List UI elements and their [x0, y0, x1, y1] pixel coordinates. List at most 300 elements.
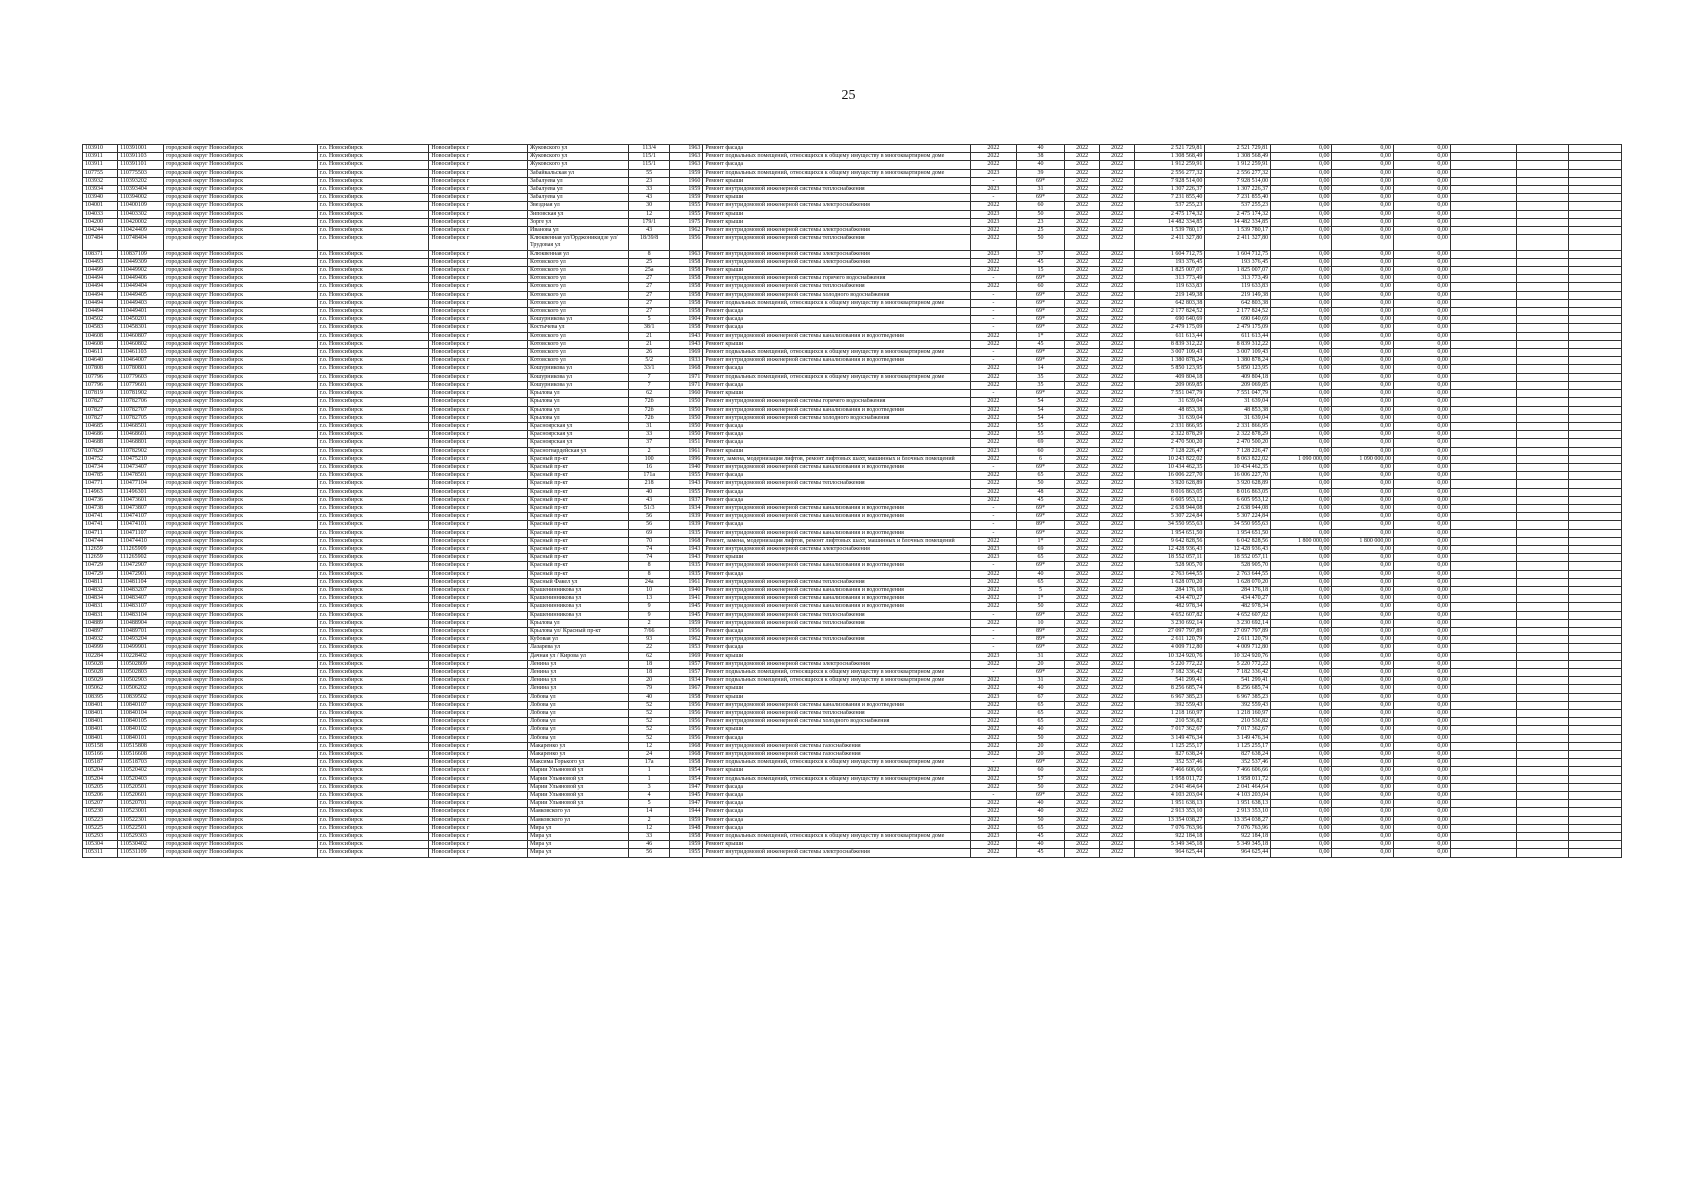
cell-municipal-district: г.о. Новосибирск [317, 644, 429, 652]
cell-empty [1450, 751, 1516, 759]
cell-wear-percent: 69* [1016, 308, 1064, 316]
cell-build-year: 1939 [670, 521, 703, 529]
cell-work-type: Ремонт фасада [703, 308, 970, 316]
cell-plan-end-year: 2022 [1100, 537, 1135, 545]
cell-work-id: 110471107 [118, 529, 164, 537]
table-row [83, 218, 1622, 226]
cell-municipality: городской округ Новосибирск [164, 447, 317, 455]
cell-total-cost: 1 825 007,07 [1135, 267, 1205, 275]
cell-house-number: 21 [628, 340, 670, 348]
cell-wear-percent: 10 [1016, 619, 1064, 627]
cell-house-number: 46 [628, 841, 670, 849]
cell-work-type: Ремонт подвальных помещений, относящихся к общему имуществу в многоквартирном доме [703, 669, 970, 677]
cell-fund-cost: 7 466 606,66 [1205, 767, 1271, 775]
cell-total-cost: 1 308 568,49 [1135, 153, 1205, 161]
cell-build-year: 1958 [670, 693, 703, 701]
cell-fund-cost: 10 324 920,76 [1205, 652, 1271, 660]
cell-empty [1516, 186, 1569, 194]
cell-settlement: Новосибирск г [429, 800, 528, 808]
cell-municipal-district: г.о. Новосибирск [317, 529, 429, 537]
cell-subsidy-cost: 0,00 [1332, 627, 1393, 635]
cell-settlement: Новосибирск г [429, 627, 528, 635]
cell-build-year: 1958 [670, 275, 703, 283]
cell-house-id: 107827 [83, 398, 118, 406]
cell-deadline-year: 2022 [970, 710, 1016, 718]
cell-budget-cost: 0,00 [1271, 169, 1332, 177]
cell-empty [1516, 267, 1569, 275]
cell-build-year: 1950 [670, 431, 703, 439]
cell-total-cost: 3 920 628,89 [1135, 480, 1205, 488]
cell-municipality: городской округ Новосибирск [164, 751, 317, 759]
cell-subsidy-cost: 0,00 [1332, 227, 1393, 235]
cell-total-cost: 2 475 174,32 [1135, 210, 1205, 218]
table-row [83, 194, 1622, 202]
cell-owner-cost: 0,00 [1393, 275, 1450, 283]
cell-work-type: Ремонт внутридомовой инженерной системы канализования и водоотведения [703, 463, 970, 471]
cell-street: Лобова ул [527, 726, 628, 734]
cell-plan-start-year: 2022 [1065, 447, 1100, 455]
cell-empty [1450, 603, 1516, 611]
cell-house-number: 52 [628, 734, 670, 742]
cell-wear-percent: 55 [1016, 422, 1064, 430]
cell-deadline-year: - [970, 299, 1016, 307]
cell-empty [1450, 235, 1516, 250]
cell-house-id: 104831 [83, 611, 118, 619]
cell-house-id: 114963 [83, 488, 118, 496]
cell-deadline-year: 2022 [970, 365, 1016, 373]
cell-empty [1569, 472, 1622, 480]
cell-wear-percent: 40 [1016, 841, 1064, 849]
cell-budget-cost: 0,00 [1271, 414, 1332, 422]
cell-plan-start-year: 2022 [1065, 275, 1100, 283]
cell-wear-percent: 69* [1016, 611, 1064, 619]
cell-subsidy-cost: 0,00 [1332, 258, 1393, 266]
cell-empty [1516, 291, 1569, 299]
cell-work-id: 110523001 [118, 808, 164, 816]
cell-street: Котовского ул [527, 283, 628, 291]
cell-municipality: городской округ Новосибирск [164, 406, 317, 414]
cell-owner-cost: 0,00 [1393, 759, 1450, 767]
cell-work-type: Ремонт крыши [703, 841, 970, 849]
cell-street: Красный пр-кт [527, 455, 628, 463]
cell-build-year: 1953 [670, 644, 703, 652]
cell-total-cost: 528 905,70 [1135, 562, 1205, 570]
cell-deadline-year: 2022 [970, 439, 1016, 447]
cell-owner-cost: 0,00 [1393, 513, 1450, 521]
cell-plan-end-year: 2022 [1100, 759, 1135, 767]
cell-build-year: 1944 [670, 808, 703, 816]
cell-owner-cost: 0,00 [1393, 611, 1450, 619]
cell-empty [1569, 463, 1622, 471]
cell-plan-start-year: 2022 [1065, 299, 1100, 307]
cell-wear-percent: 69* [1016, 177, 1064, 185]
cell-settlement: Новосибирск г [429, 349, 528, 357]
table-row [83, 275, 1622, 283]
cell-work-type: Ремонт внутридомовой инженерной системы канализования и водоотведения [703, 586, 970, 594]
cell-total-cost: 1 628 070,20 [1135, 578, 1205, 586]
cell-municipal-district: г.о. Новосибирск [317, 513, 429, 521]
cell-work-id: 110839502 [118, 693, 164, 701]
cell-plan-end-year: 2022 [1100, 488, 1135, 496]
cell-municipality: городской округ Новосибирск [164, 800, 317, 808]
cell-house-number: 17а [628, 759, 670, 767]
cell-house-number: 56 [628, 521, 670, 529]
cell-municipality: городской округ Новосибирск [164, 792, 317, 800]
cell-street: Кубовая ул [527, 636, 628, 644]
cell-municipal-district: г.о. Новосибирск [317, 463, 429, 471]
cell-fund-cost: 4 103 203,04 [1205, 792, 1271, 800]
cell-budget-cost: 0,00 [1271, 406, 1332, 414]
cell-budget-cost: 0,00 [1271, 841, 1332, 849]
cell-work-type: Ремонт внутридомовой инженерной системы канализования и водоотведения [703, 332, 970, 340]
cell-work-id: 110520403 [118, 775, 164, 783]
table-row [83, 390, 1622, 398]
cell-empty [1450, 169, 1516, 177]
cell-owner-cost: 0,00 [1393, 619, 1450, 627]
cell-street: Красный пр-кт [527, 463, 628, 471]
cell-work-id: 110394002 [118, 194, 164, 202]
cell-empty [1569, 554, 1622, 562]
cell-wear-percent: 65 [1016, 472, 1064, 480]
cell-municipal-district: г.о. Новосибирск [317, 603, 429, 611]
cell-empty [1569, 783, 1622, 791]
cell-owner-cost: 0,00 [1393, 480, 1450, 488]
cell-owner-cost: 0,00 [1393, 669, 1450, 677]
cell-empty [1569, 439, 1622, 447]
cell-wear-percent: 40 [1016, 145, 1064, 153]
cell-subsidy-cost: 0,00 [1332, 398, 1393, 406]
cell-empty [1516, 308, 1569, 316]
cell-deadline-year: - [970, 636, 1016, 644]
cell-municipality: городской округ Новосибирск [164, 693, 317, 701]
cell-total-cost: 1 380 878,24 [1135, 357, 1205, 365]
cell-municipal-district: г.о. Новосибирск [317, 299, 429, 307]
table-row [83, 669, 1622, 677]
cell-house-id: 107827 [83, 414, 118, 422]
cell-house-id: 104033 [83, 210, 118, 218]
cell-work-id: 110782707 [118, 406, 164, 414]
cell-empty [1569, 299, 1622, 307]
cell-empty [1516, 488, 1569, 496]
cell-municipal-district: г.о. Новосибирск [317, 619, 429, 627]
cell-house-id: 105304 [83, 841, 118, 849]
cell-plan-start-year: 2022 [1065, 414, 1100, 422]
register-table-wrap [82, 144, 1622, 858]
cell-build-year: 1960 [670, 390, 703, 398]
cell-work-id: 110481104 [118, 578, 164, 586]
cell-work-id: 110461103 [118, 349, 164, 357]
cell-wear-percent: 69* [1016, 275, 1064, 283]
cell-house-id: 108401 [83, 726, 118, 734]
cell-build-year: 1959 [670, 169, 703, 177]
cell-house-number: 7 [628, 381, 670, 389]
cell-budget-cost: 0,00 [1271, 751, 1332, 759]
cell-house-id: 105166 [83, 751, 118, 759]
cell-total-cost: 7 231 855,40 [1135, 194, 1205, 202]
cell-settlement: Новосибирск г [429, 742, 528, 750]
cell-house-id: 103940 [83, 194, 118, 202]
cell-work-type: Ремонт крыши [703, 210, 970, 218]
cell-budget-cost: 0,00 [1271, 283, 1332, 291]
cell-settlement: Новосибирск г [429, 636, 528, 644]
cell-plan-start-year: 2022 [1065, 235, 1100, 250]
cell-fund-cost: 7 231 855,40 [1205, 194, 1271, 202]
cell-work-id: 111265909 [118, 545, 164, 553]
cell-plan-start-year: 2022 [1065, 767, 1100, 775]
cell-owner-cost: 0,00 [1393, 660, 1450, 668]
cell-plan-start-year: 2022 [1065, 554, 1100, 562]
cell-subsidy-cost: 0,00 [1332, 431, 1393, 439]
cell-build-year: 1935 [670, 570, 703, 578]
cell-municipality: городской округ Новосибирск [164, 439, 317, 447]
cell-wear-percent: 50 [1016, 480, 1064, 488]
cell-build-year: 1963 [670, 250, 703, 258]
table-row [83, 308, 1622, 316]
cell-empty [1450, 373, 1516, 381]
cell-empty [1569, 324, 1622, 332]
cell-street: Ленина ул [527, 660, 628, 668]
cell-total-cost: 1 951 638,13 [1135, 800, 1205, 808]
cell-empty [1569, 202, 1622, 210]
cell-plan-start-year: 2022 [1065, 718, 1100, 726]
cell-budget-cost: 0,00 [1271, 398, 1332, 406]
cell-total-cost: 2 556 277,32 [1135, 169, 1205, 177]
cell-empty [1569, 644, 1622, 652]
cell-plan-end-year: 2022 [1100, 169, 1135, 177]
cell-empty [1450, 595, 1516, 603]
cell-deadline-year: 2022 [970, 283, 1016, 291]
cell-fund-cost: 16 006 227,70 [1205, 472, 1271, 480]
cell-plan-start-year: 2022 [1065, 792, 1100, 800]
cell-subsidy-cost: 0,00 [1332, 554, 1393, 562]
table-row [83, 849, 1622, 857]
cell-settlement: Новосибирск г [429, 316, 528, 324]
cell-settlement: Новосибирск г [429, 841, 528, 849]
cell-empty [1450, 677, 1516, 685]
cell-deadline-year: 2022 [970, 414, 1016, 422]
cell-plan-start-year: 2022 [1065, 775, 1100, 783]
cell-house-number: 171а [628, 472, 670, 480]
cell-street: Красный пр-кт [527, 513, 628, 521]
cell-budget-cost: 0,00 [1271, 275, 1332, 283]
cell-fund-cost: 2 763 644,55 [1205, 570, 1271, 578]
cell-street: Красный пр-кт [527, 537, 628, 545]
cell-empty [1450, 627, 1516, 635]
cell-plan-end-year: 2022 [1100, 153, 1135, 161]
cell-plan-end-year: 2022 [1100, 586, 1135, 594]
cell-fund-cost: 922 184,18 [1205, 833, 1271, 841]
cell-work-id: 110472901 [118, 570, 164, 578]
cell-empty [1569, 357, 1622, 365]
cell-empty [1516, 145, 1569, 153]
page-number: 25 [841, 88, 856, 103]
cell-deadline-year: 2022 [970, 578, 1016, 586]
cell-municipality: городской округ Новосибирск [164, 210, 317, 218]
cell-work-id: 110780801 [118, 365, 164, 373]
cell-subsidy-cost: 0,00 [1332, 619, 1393, 627]
cell-plan-start-year: 2022 [1065, 480, 1100, 488]
cell-work-type: Ремонт крыши [703, 726, 970, 734]
cell-deadline-year: - [970, 521, 1016, 529]
cell-plan-end-year: 2022 [1100, 652, 1135, 660]
cell-street: Зиповская ул [527, 210, 628, 218]
cell-street: Макаренко ул [527, 742, 628, 750]
cell-empty [1516, 849, 1569, 857]
cell-house-number: 43 [628, 496, 670, 504]
cell-empty [1450, 619, 1516, 627]
cell-street: Маяковского ул [527, 816, 628, 824]
cell-wear-percent: 40 [1016, 161, 1064, 169]
cell-street: Мира ул [527, 849, 628, 857]
cell-build-year: 1955 [670, 488, 703, 496]
cell-work-type: Ремонт подвальных помещений, относящихся к общему имуществу в многоквартирном доме [703, 677, 970, 685]
cell-empty [1450, 521, 1516, 529]
cell-total-cost: 482 978,34 [1135, 603, 1205, 611]
cell-fund-cost: 7 128 226,47 [1205, 447, 1271, 455]
cell-build-year: 1996 [670, 455, 703, 463]
cell-owner-cost: 0,00 [1393, 767, 1450, 775]
cell-municipal-district: г.о. Новосибирск [317, 833, 429, 841]
cell-plan-start-year: 2022 [1065, 373, 1100, 381]
cell-wear-percent: 65 [1016, 578, 1064, 586]
cell-plan-start-year: 2022 [1065, 194, 1100, 202]
cell-work-type: Ремонт крыши [703, 194, 970, 202]
cell-empty [1569, 849, 1622, 857]
cell-wear-percent: 20 [1016, 751, 1064, 759]
cell-municipality: городской округ Новосибирск [164, 504, 317, 512]
cell-wear-percent: 50 [1016, 783, 1064, 791]
cell-street: Марии Ульяновой ул [527, 783, 628, 791]
cell-total-cost: 7 182 336,42 [1135, 669, 1205, 677]
cell-empty [1569, 480, 1622, 488]
cell-municipal-district: г.о. Новосибирск [317, 570, 429, 578]
cell-settlement: Новосибирск г [429, 373, 528, 381]
cell-municipality: городской округ Новосибирск [164, 521, 317, 529]
cell-empty [1569, 545, 1622, 553]
cell-subsidy-cost: 0,00 [1332, 357, 1393, 365]
cell-empty [1569, 767, 1622, 775]
cell-wear-percent: 40 [1016, 800, 1064, 808]
cell-total-cost: 964 625,44 [1135, 849, 1205, 857]
table-row [83, 701, 1622, 709]
cell-subsidy-cost: 0,00 [1332, 439, 1393, 447]
cell-empty [1569, 267, 1622, 275]
cell-municipal-district: г.о. Новосибирск [317, 554, 429, 562]
cell-empty [1516, 570, 1569, 578]
cell-deadline-year: 2022 [970, 381, 1016, 389]
table-row [83, 529, 1622, 537]
cell-municipal-district: г.о. Новосибирск [317, 332, 429, 340]
cell-plan-end-year: 2022 [1100, 660, 1135, 668]
cell-settlement: Новосибирск г [429, 488, 528, 496]
cell-fund-cost: 1 308 568,49 [1205, 153, 1271, 161]
cell-wear-percent: 69* [1016, 316, 1064, 324]
cell-municipality: городской округ Новосибирск [164, 652, 317, 660]
cell-house-number: 33 [628, 186, 670, 194]
cell-empty [1516, 644, 1569, 652]
cell-budget-cost: 0,00 [1271, 324, 1332, 332]
cell-work-id: 110515808 [118, 742, 164, 750]
cell-municipal-district: г.о. Новосибирск [317, 161, 429, 169]
cell-empty [1450, 504, 1516, 512]
cell-work-id: 110474107 [118, 513, 164, 521]
cell-plan-end-year: 2022 [1100, 677, 1135, 685]
cell-fund-cost: 2 556 277,32 [1205, 169, 1271, 177]
cell-empty [1450, 153, 1516, 161]
cell-work-type: Ремонт крыши [703, 652, 970, 660]
cell-deadline-year: 2022 [970, 783, 1016, 791]
cell-total-cost: 2 521 729,81 [1135, 145, 1205, 153]
cell-total-cost: 4 009 712,80 [1135, 644, 1205, 652]
cell-plan-start-year: 2022 [1065, 267, 1100, 275]
cell-municipality: городской округ Новосибирск [164, 603, 317, 611]
cell-build-year: 1945 [670, 611, 703, 619]
cell-deadline-year: 2023 [970, 186, 1016, 194]
cell-municipality: городской округ Новосибирск [164, 644, 317, 652]
cell-empty [1450, 734, 1516, 742]
cell-empty [1516, 210, 1569, 218]
cell-total-cost: 7 017 362,67 [1135, 726, 1205, 734]
cell-work-id: 110403302 [118, 210, 164, 218]
cell-street: Марии Ульяновой ул [527, 767, 628, 775]
cell-owner-cost: 0,00 [1393, 586, 1450, 594]
cell-empty [1569, 841, 1622, 849]
cell-settlement: Новосибирск г [429, 775, 528, 783]
cell-municipality: городской округ Новосибирск [164, 578, 317, 586]
cell-street: Крылова ул [527, 390, 628, 398]
cell-deadline-year: 2022 [970, 227, 1016, 235]
cell-wear-percent: 40 [1016, 570, 1064, 578]
cell-owner-cost: 0,00 [1393, 816, 1450, 824]
cell-empty [1569, 373, 1622, 381]
cell-wear-percent: 40 [1016, 726, 1064, 734]
cell-municipal-district: г.о. Новосибирск [317, 308, 429, 316]
cell-wear-percent: 50 [1016, 210, 1064, 218]
cell-municipality: городской округ Новосибирск [164, 365, 317, 373]
cell-house-number: 93 [628, 636, 670, 644]
cell-empty [1516, 299, 1569, 307]
cell-house-id: 107819 [83, 390, 118, 398]
cell-plan-end-year: 2022 [1100, 685, 1135, 693]
cell-house-id: 108401 [83, 718, 118, 726]
cell-subsidy-cost: 0,00 [1332, 316, 1393, 324]
cell-work-id: 110502803 [118, 669, 164, 677]
cell-deadline-year: 2022 [970, 767, 1016, 775]
cell-house-id: 104744 [83, 537, 118, 545]
cell-house-number: 9 [628, 611, 670, 619]
cell-plan-end-year: 2022 [1100, 463, 1135, 471]
cell-work-id: 110493204 [118, 636, 164, 644]
cell-wear-percent: 69* [1016, 792, 1064, 800]
cell-street: Крылова ул [527, 398, 628, 406]
cell-owner-cost: 0,00 [1393, 373, 1450, 381]
cell-subsidy-cost: 0,00 [1332, 669, 1393, 677]
cell-total-cost: 2 041 464,64 [1135, 783, 1205, 791]
cell-plan-start-year: 2022 [1065, 455, 1100, 463]
cell-plan-start-year: 2022 [1065, 824, 1100, 832]
cell-build-year: 1943 [670, 545, 703, 553]
cell-owner-cost: 0,00 [1393, 504, 1450, 512]
cell-plan-start-year: 2022 [1065, 283, 1100, 291]
cell-plan-end-year: 2022 [1100, 521, 1135, 529]
cell-build-year: 1961 [670, 447, 703, 455]
cell-owner-cost: 0,00 [1393, 800, 1450, 808]
cell-total-cost: 409 804,18 [1135, 373, 1205, 381]
cell-street: Жуковского ул [527, 161, 628, 169]
cell-budget-cost: 0,00 [1271, 710, 1332, 718]
cell-build-year: 1962 [670, 636, 703, 644]
cell-budget-cost: 0,00 [1271, 783, 1332, 791]
